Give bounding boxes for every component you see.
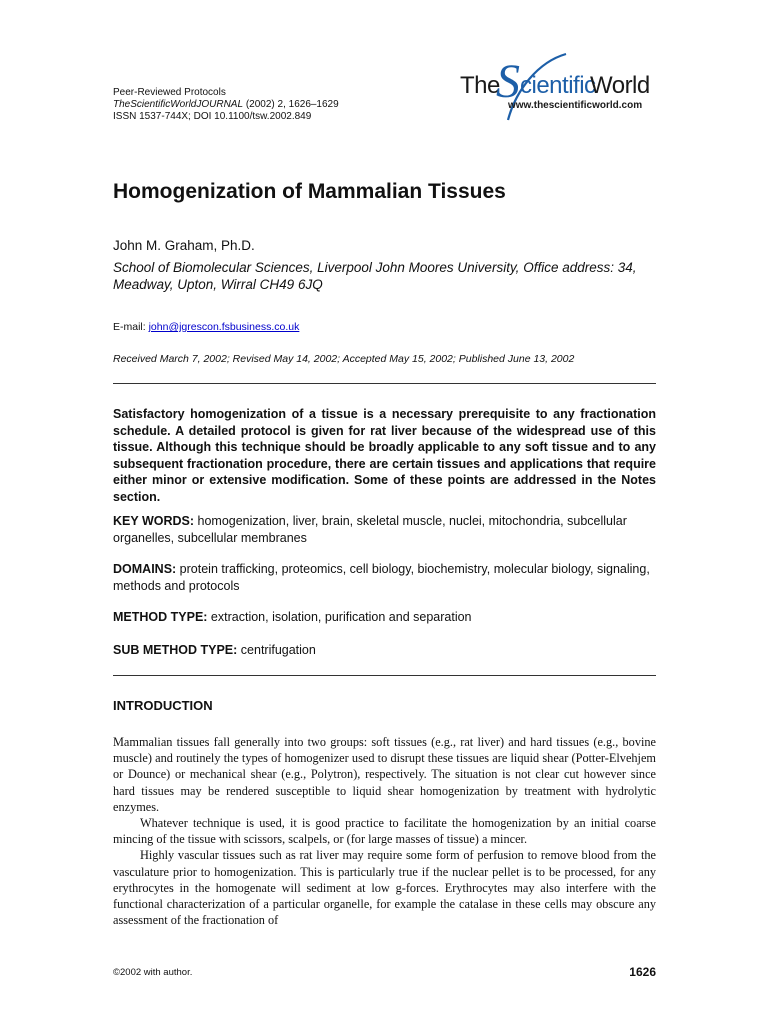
logo-url[interactable]: www.thescientificworld.com <box>508 100 643 111</box>
issn-doi: ISSN 1537-744X; DOI 10.1100/tsw.2002.849 <box>113 111 312 122</box>
keywords-label: KEY WORDS: <box>113 514 195 528</box>
email-link[interactable]: john@jgrescon.fsbusiness.co.uk <box>148 321 300 333</box>
author-affiliation: School of Biomolecular Sciences, Liverpool John Moores University, Office address: 34, Meadway, Upton, Wirral CH49 6JQ <box>113 260 637 292</box>
domains-text: protein trafficking, proteomics, cell biology, biochemistry, molecular biology, signaling, methods and protocols <box>113 562 650 593</box>
sub-method-type <box>113 642 658 659</box>
intro-paragraph-1: Mammalian tissues fall generally into two groups: soft tissues (e.g., rat liver) and hard tissues (e.g., bovine muscle) and routinely the types of homogenizer used to disrupt these tissues are liquid shear (Potter-Elvehjem or Dounce) or mechanical shear (e.g., Polytron), respectively. The situation is not clear cut however since hard tissues may be rendered susceptible to liquid shear homogenization by treatment with hydrolytic enzymes. <box>113 735 656 814</box>
intro-paragraph-3: Highly vascular tissues such as rat liver may require some form of perfusion to remove blood from the vasculature prior to homogenization. This is particularly true if the nuclear pellet is to be processed, for any erythrocytes in the homogenate will sediment at low g-forces. Erythrocytes may also interfere with the functional characterization of a particular organelle, for example the catalase in these cells may obscure any assessment of the fractionation of <box>113 848 656 928</box>
introduction-heading: INTRODUCTION <box>113 698 213 713</box>
keywords <box>113 513 658 546</box>
submethod-label: SUB METHOD TYPE: <box>113 643 238 657</box>
divider-bottom <box>113 675 656 676</box>
email-label: E-mail: <box>113 321 149 333</box>
publisher-logo <box>458 50 658 130</box>
email-line <box>113 321 299 333</box>
logo-cientific: cientific <box>520 72 596 99</box>
citation-text: (2002) 2, 1626–1629 <box>243 99 339 110</box>
journal-name: TheScientificWorldJOURNAL <box>113 99 244 110</box>
copyright-notice: ©2002 with author. <box>113 967 193 978</box>
method-label: METHOD TYPE: <box>113 610 208 624</box>
journal-header <box>113 87 339 123</box>
citation-line <box>113 99 339 111</box>
logo-world: World <box>590 72 650 99</box>
page-number: 1626 <box>629 965 656 979</box>
method-type <box>113 609 658 626</box>
introduction-body <box>113 734 656 928</box>
intro-paragraph-2: Whatever technique is used, it is good practice to facilitate the homogenization by an initial coarse mincing of the tissue with scissors, scalpels, or (for large masses of tissue) a mincer. <box>113 816 656 847</box>
abstract: Satisfactory homogenization of a tissue is a necessary prerequisite to any fractionation schedule. A detailed protocol is given for rat liver because of the widespread use of this tissue. Although this technique should be broadly applicable to any soft tissue and to any subsequent fractionation procedure, there are certain tissues and applications that require either minor or extensive modification. Some of these points are addressed in the Notes section. <box>113 407 656 504</box>
domains <box>113 561 658 594</box>
publication-dates: Received March 7, 2002; Revised May 14, 2002; Accepted May 15, 2002; Published June 13, 2002 <box>113 353 575 365</box>
divider-top <box>113 383 656 384</box>
article-title: Homogenization of Mammalian Tissues <box>113 180 506 203</box>
logo-the: The <box>460 72 500 99</box>
series-label: Peer-Reviewed Protocols <box>113 87 226 98</box>
method-text: extraction, isolation, purification and separation <box>207 610 472 624</box>
domains-label: DOMAINS: <box>113 562 177 576</box>
submethod-text: centrifugation <box>237 643 316 657</box>
logo-s: S <box>496 55 520 108</box>
author-name: John M. Graham, Ph.D. <box>113 238 255 253</box>
keywords-text: homogenization, liver, brain, skeletal muscle, nuclei, mitochondria, subcellular organelles, subcellular membranes <box>113 514 627 545</box>
